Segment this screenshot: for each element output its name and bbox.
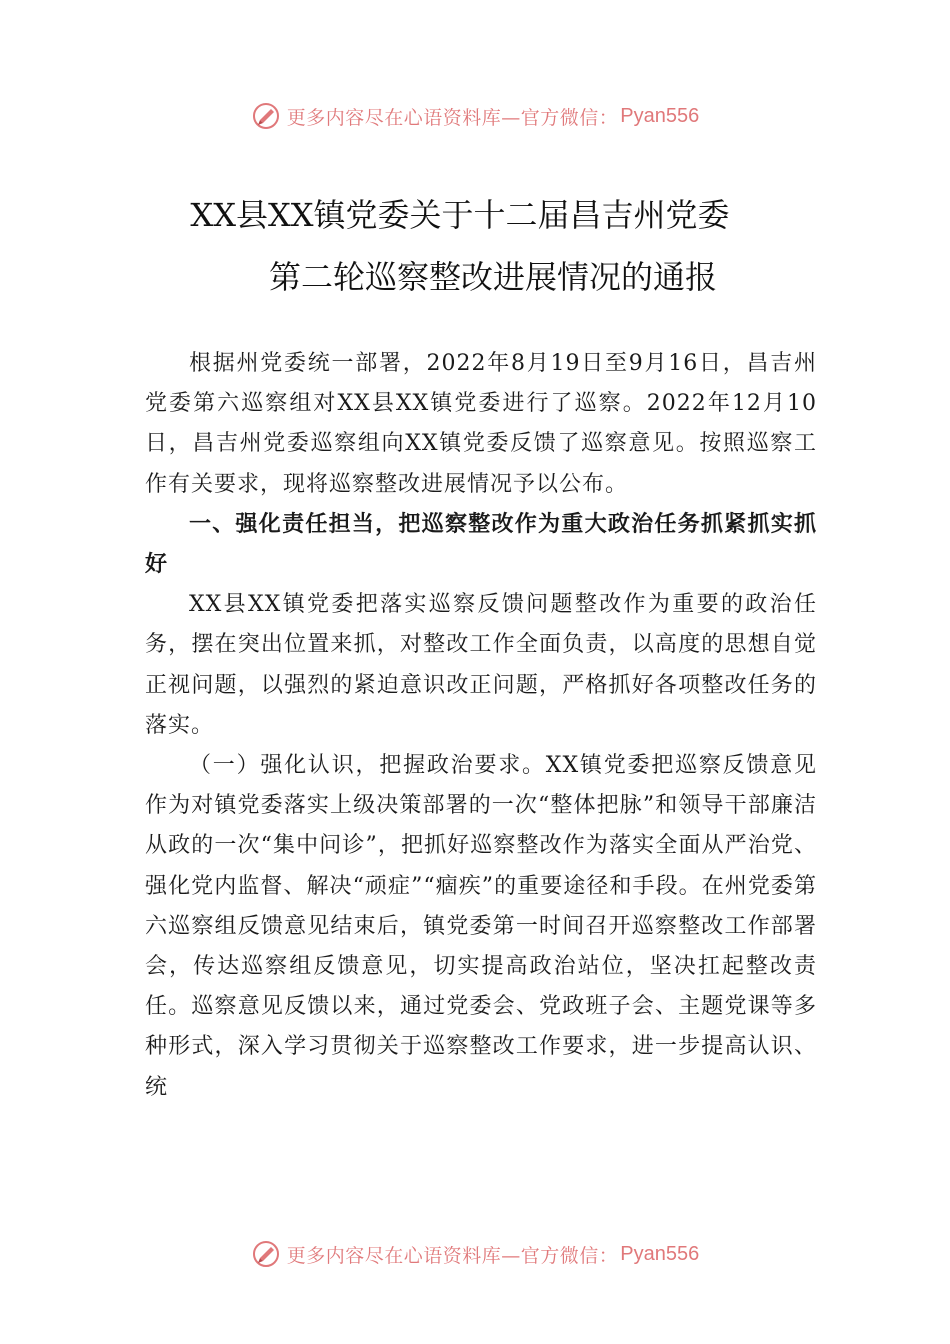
watermark-logo-icon [251, 101, 281, 131]
paragraph-section-1: XX县XX镇党委把落实巡察反馈问题整改作为重要的政治任务，摆在突出位置来抓，对整改工作全面负责，以高度的思想自觉正视问题，以强烈的紧迫意识改正问题，严格抓好各项整改任务的落实。 [145, 592, 817, 738]
watermark-wechat-id: Pyan556 [620, 1242, 700, 1265]
document-body [145, 344, 817, 1108]
document-title-line-2: 第二轮巡察整改进展情况的通报 [268, 258, 717, 296]
document-title-line-1: XX县XX镇党委关于十二届昌吉州党委 [190, 196, 730, 234]
watermark-text: 更多内容尽在心语资料库—官方微信： [286, 106, 619, 129]
section-heading-1: 一、强化责任担当，把巡察整改作为重大政治任务抓紧抓实抓好 [145, 511, 817, 578]
paragraph-subsection-1: （一）强化认识，把握政治要求。XX镇党委把巡察反馈意见作为对镇党委落实上级决策部署的一次“整体把脉”和领导干部廉洁从政的一次“集中问诊”，把抓好巡察整改作为落实全面从严治党、强化党内监督、解决“顽症”“痼疾”的重要途径和手段。在州党委第六巡察组反馈意见结束后，镇党委第一时间召开巡察整改工作部署会，传达巡察组反馈意见，切实提高政治站位，坚决扛起整改责任。巡察意见反馈以来，通过党委会、党政班子会、主题党课等多种形式，深入学习贯彻关于巡察整改工作要求，进一步提高认识、统 [145, 753, 817, 1100]
watermark-logo-icon [251, 1239, 281, 1269]
watermark-wechat-id: Pyan556 [620, 104, 700, 127]
paragraph-intro: 根据州党委统一部署，2022年8月19日至9月16日，昌吉州党委第六巡察组对XX县XX镇党委进行了巡察。2022年12月10日，昌吉州党委巡察组向XX镇党委反馈了巡察意见。按照巡察工作有关要求，现将巡察整改进展情况予以公布。 [145, 351, 817, 497]
watermark-text: 更多内容尽在心语资料库—官方微信： [286, 1244, 619, 1267]
watermark-footer [0, 1234, 950, 1274]
watermark-header [0, 96, 950, 136]
